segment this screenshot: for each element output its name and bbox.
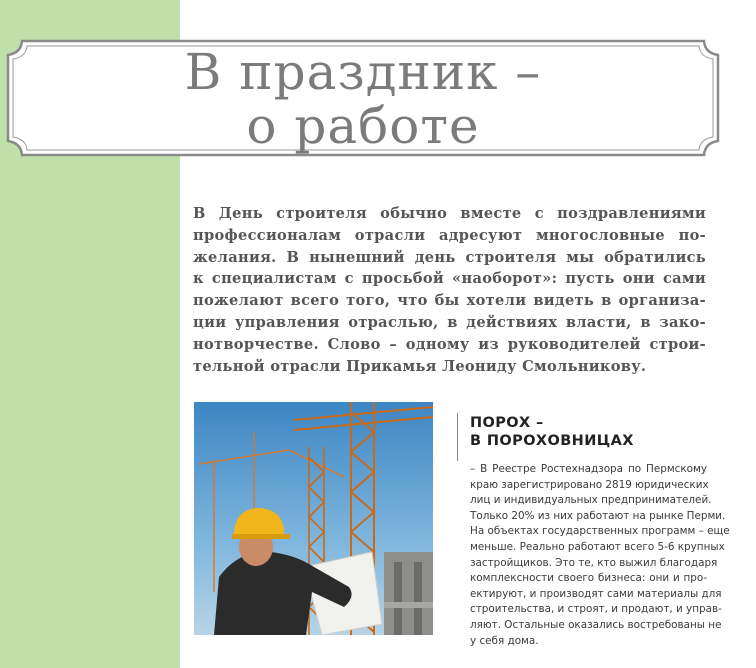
lead-line: пожелают всего того, что бы хотели видеть в организа- (193, 292, 706, 310)
title-line-1: В праздник – (184, 43, 542, 101)
body-line: меньше. Реально работают всего 5-6 крупных (470, 540, 725, 553)
body-line: краю зарегистрировано 2819 юридических (470, 478, 709, 491)
body-line: застройщиков. Это те, кто выжил благодаря (470, 556, 718, 569)
lead-line: ции управления отраслью, в действиях власти, в зако- (193, 313, 706, 331)
lead-paragraph (193, 203, 706, 377)
title-banner (6, 39, 720, 157)
body-line: комплексности своего бизнеса: они и про- (470, 572, 707, 585)
construction-worker-photo (194, 402, 433, 635)
subheading-line-2: В ПОРОХОВНИЦАХ (470, 433, 634, 449)
body-line: лиц и индивидуальных предпринимателей. (470, 494, 712, 507)
subheading-line-1: ПОРОХ – (470, 415, 544, 431)
lead-line: В День строителя обычно вместе с поздравлениями (193, 205, 706, 222)
lead-line: желания. В нынешний день строителя мы обратились (193, 248, 706, 266)
body-line: строительства, и строят, и продают, и управ- (470, 603, 722, 616)
lead-line: профессионалам отрасли адресуют многословные по- (193, 226, 706, 244)
body-line: Только 20% из них работают на рынке Перми. (470, 509, 726, 522)
body-line: у себя дома. (470, 634, 539, 647)
body-line: ектируют, и производят сами материалы для (470, 587, 722, 600)
section-subheading (470, 414, 634, 450)
subheading-rule (457, 413, 458, 461)
body-line: – В Реестре Ростехнадзора по Пермскому (470, 463, 707, 475)
page-title (6, 45, 720, 153)
lead-line: нотворчестве. Слово – одному из руководителей строи- (193, 335, 706, 353)
title-line-2: о работе (246, 97, 480, 155)
body-paragraph (470, 462, 730, 649)
construction-site-image-icon (194, 402, 433, 635)
body-line: ляют. Остальные оказались востребованы не (470, 618, 722, 631)
lead-line: тельной отрасли Прикамья Леониду Смольникову. (193, 357, 647, 375)
body-line: На объектах государственных программ – еще (470, 525, 730, 538)
lead-line: к специалистам с просьбой «наоборот»: пусть они сами (193, 270, 706, 288)
